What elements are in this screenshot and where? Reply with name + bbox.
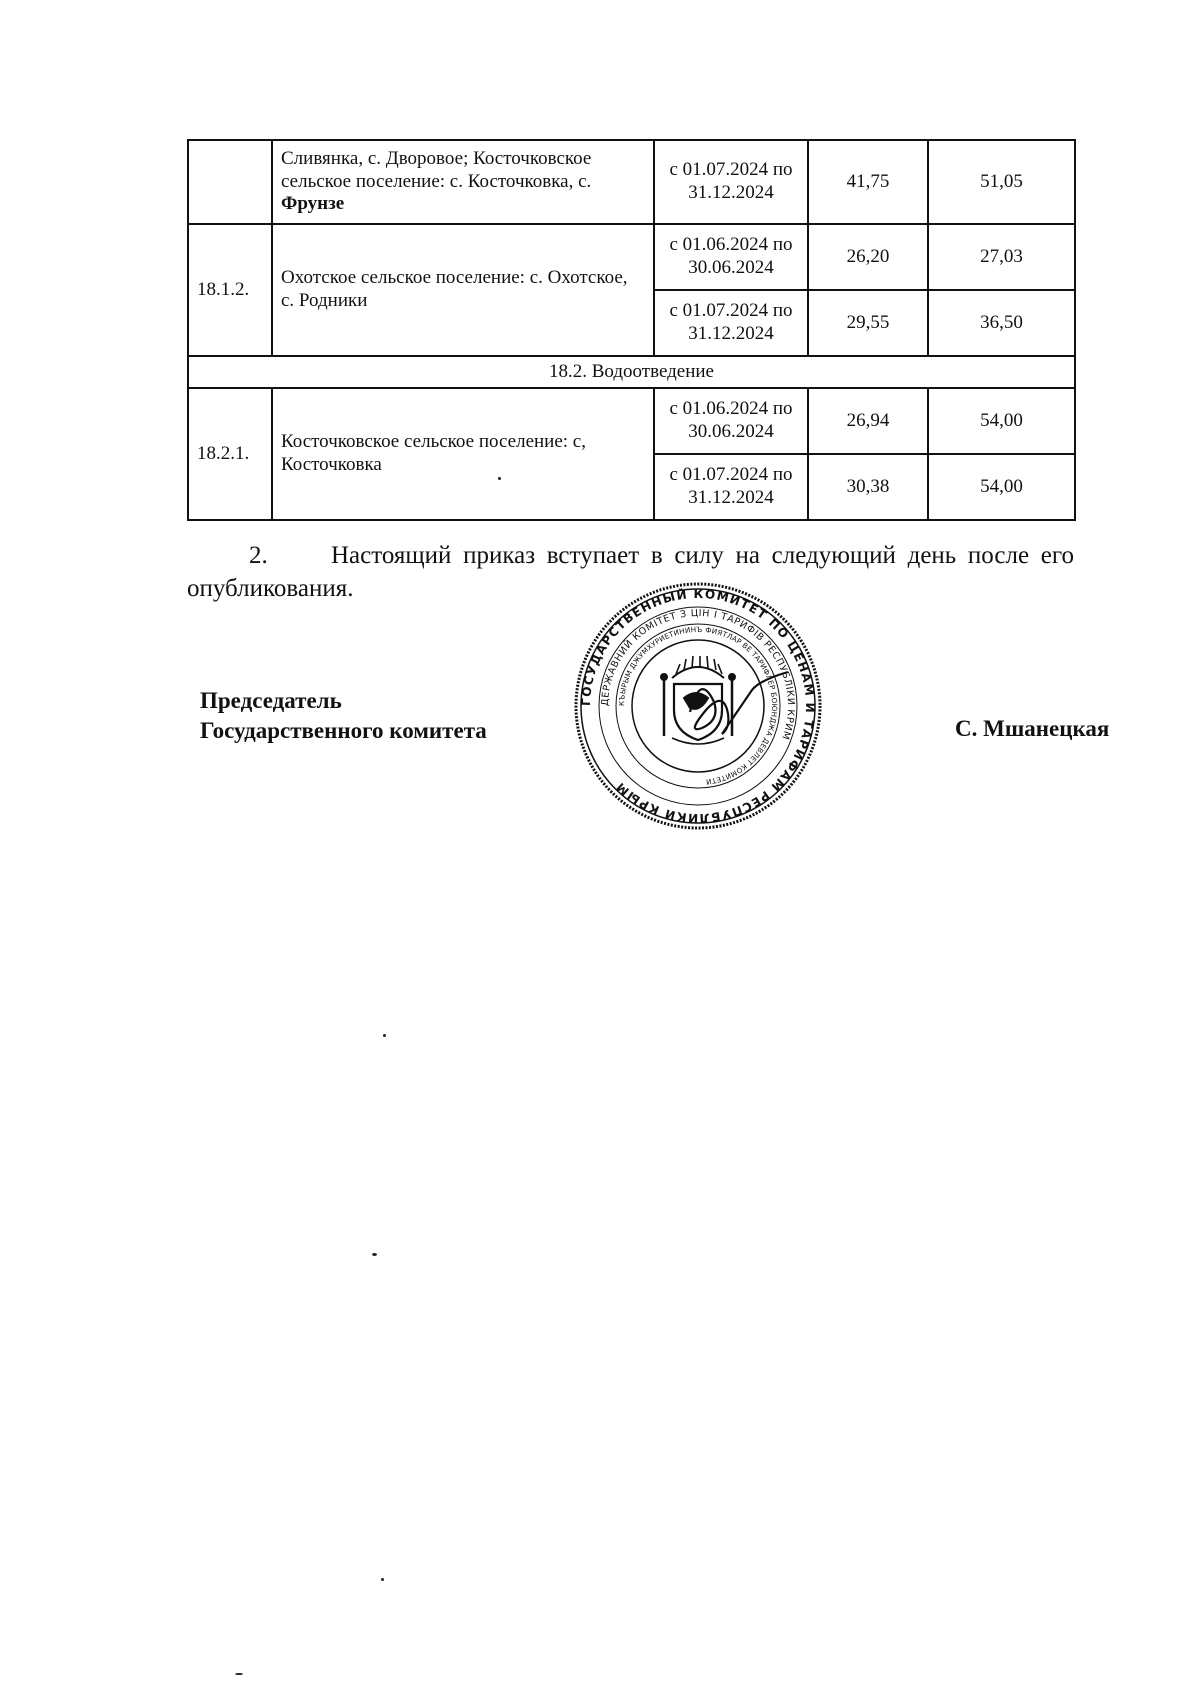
table-row — [188, 388, 1075, 454]
table-row — [188, 140, 1075, 224]
scan-speck — [498, 477, 501, 480]
territory-cell: Охотское сельское поселение: с. Охотское, с. Родники — [272, 224, 654, 356]
period-cell: с 01.07.2024 по 31.12.2024 — [654, 290, 808, 356]
scan-speck — [383, 1034, 386, 1037]
signatory-name: С. Мшанецкая — [955, 716, 1110, 741]
territory-cell: Косточковское сельское поселение: с, Косточковка — [272, 388, 654, 520]
value1-cell: 29,55 — [808, 290, 928, 356]
section-row — [188, 356, 1075, 388]
value2-cell: 27,03 — [928, 224, 1075, 290]
tariff-table — [187, 139, 1076, 521]
period-cell: с 01.06.2024 по 30.06.2024 — [654, 388, 808, 454]
signatory-title-line1: Председатель — [200, 688, 342, 713]
value1-cell: 26,94 — [808, 388, 928, 454]
value1-cell: 30,38 — [808, 454, 928, 520]
period-cell: с 01.07.2024 по 31.12.2024 — [654, 140, 808, 224]
period-cell: с 01.07.2024 по 31.12.2024 — [654, 454, 808, 520]
section-title: 18.2. Водоотведение — [188, 356, 1075, 388]
value2-cell: 36,50 — [928, 290, 1075, 356]
paragraph-text: Настоящий приказ вступает в силу на следующий день после его опубликования. — [187, 542, 1074, 602]
scan-speck — [235, 1673, 243, 1675]
signatory-title-line2: Государственного комитета — [200, 718, 487, 744]
paragraph-number: 2. — [249, 542, 268, 569]
period-cell: с 01.06.2024 по 30.06.2024 — [654, 224, 808, 290]
seal-outer-text: ГОСУДАРСТВЕННЫЙ КОМИТЕТ ПО ЦЕНАМ И ТАРИФАМ РЕСПУБЛИКИ КРЫМ — [578, 586, 818, 826]
signatory-title — [200, 686, 487, 747]
table-row — [188, 224, 1075, 290]
territory-text: Сливянка, с. Дворовое; Косточковское сельское поселение: с. Косточковка, с. — [281, 147, 592, 192]
official-seal — [572, 580, 824, 832]
value2-cell: 54,00 — [928, 454, 1075, 520]
seal-inner-text: КЪЫРЫМ ДЖУМХУРИЕТИНИНЪ ФИЯТЛАР ВЕ ТАРИФЛЕР БОЮНДЖА ДЕВЛЕТ КОМИТЕТИ — [616, 624, 780, 787]
row-number-cell: 18.2.1. — [188, 388, 272, 520]
value2-cell: 51,05 — [928, 140, 1075, 224]
value1-cell: 41,75 — [808, 140, 928, 224]
scan-speck — [381, 1578, 384, 1581]
scan-speck — [372, 1253, 377, 1256]
value1-cell: 26,20 — [808, 224, 928, 290]
seal-middle-text: ДЕРЖАВНИЙ КОМІТЕТ З ЦІН І ТАРИФІВ РЕСПУБЛІКИ КРИМ — [599, 607, 797, 742]
row-number-cell: 18.1.2. — [188, 224, 272, 356]
row-number-cell — [188, 140, 272, 224]
value2-cell: 54,00 — [928, 388, 1075, 454]
territory-cell — [272, 140, 654, 224]
territory-text-bold: Фрунзе — [281, 193, 345, 215]
